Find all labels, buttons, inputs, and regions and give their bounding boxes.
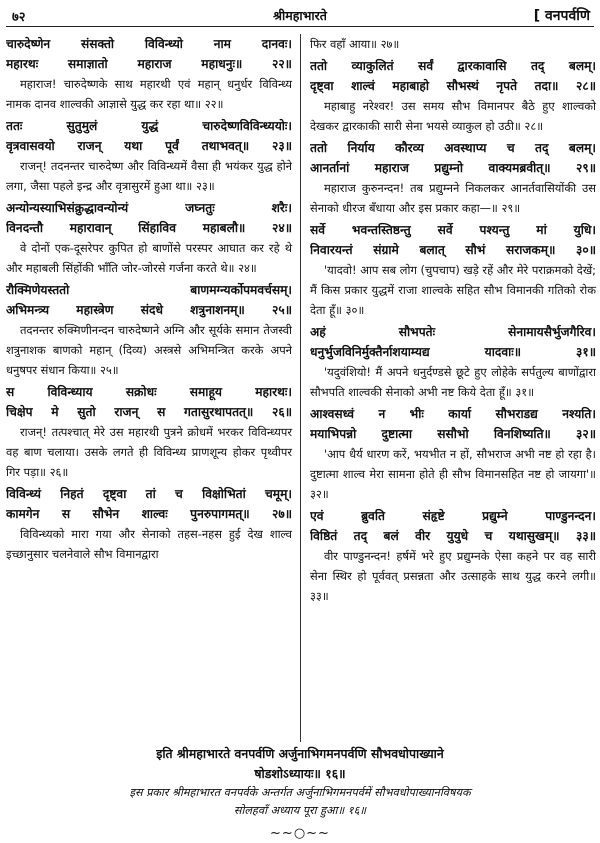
colophon-hindi-line: इस प्रकार श्रीमहाभारत वनपर्वके अन्तर्गत अर्जुनाभिगमनपर्वमें सौभवधोपाख्यानविषयक [129, 786, 471, 799]
verse-line: मयाभिपन्नो दुष्टात्मा ससौभो विनशिष्यति॥ ३२॥ [310, 427, 596, 441]
left-column [6, 34, 292, 566]
chapter-colophon [20, 744, 580, 820]
verse-line: चिक्षेप मे सुतो राजन् स गतासुरथापतत्॥ २६॥ [6, 405, 292, 419]
verse-line: विनदन्तौ महारावान् सिंहाविव महाबलौ॥ २४॥ [6, 221, 292, 235]
right-column [310, 34, 596, 608]
verse-line: स विविन्ध्याय सक्रोधः समाहूय महारथः। [6, 385, 292, 399]
translation-paragraph: 'आप धैर्य धारण करें, भयभीत न हों, सौभराज अभी नष्ट हो रहा है। दुष्टात्मा शाल्व मेरा सामना होते ही सौभ विमानसहित नष्ट हो जायगा'॥ ३२॥ [310, 447, 596, 501]
section-title: [ वनपर्वणि [533, 8, 590, 24]
translation-paragraph: महाबाहु नरेश्वर! उस समय सौभ विमानपर बैठे हुए शाल्वको देखकर द्वारकाकी सारी सेना भयसे व्याकुल हो उठी॥ २८॥ [310, 99, 596, 133]
verse-line: धनुर्भुजविनिर्मुक्तैर्नाशयाम्यद्य यादवाः॥ ३१॥ [310, 345, 596, 359]
verse-line: चारुदेष्णेन संसक्तो विविन्ध्यो नाम दानवः। [6, 37, 292, 51]
header-rule [6, 26, 594, 27]
translation-paragraph: राजन्! तदनन्तर चारुदेष्ण और विविन्ध्यमें वैसा ही भयंकर युद्ध होने लगा, जैसा पहले इन्द्र और वृत्रासुरमें हुआ था॥ २३॥ [6, 159, 292, 193]
translation-paragraph: महाराज कुरुनन्दन! तब प्रद्युम्नने निकलकर आनर्तवासियोंकी उस सेनाको धीरज बँधाया और इस प्रकार कहा—॥ २९॥ [310, 181, 596, 215]
translation-paragraph: वीर पाण्डुनन्दन! हर्षमें भरे हुए प्रद्युम्नके ऐसा कहने पर वह सारी सेना स्थिर हो पूर्ववत् प्रसन्नता और उत्साहके साथ युद्ध करने लगी॥ ३३॥ [310, 549, 596, 603]
verse-line: सर्वे भवन्तस्तिष्ठन्तु सर्वे पश्यन्तु मां युधि। [310, 223, 596, 237]
page-header [6, 4, 594, 26]
column-divider [300, 34, 301, 742]
colophon-sanskrit-line: इति श्रीमहाभारते वनपर्वणि अर्जुनाभिगमनपर्वणि सौभवधोपाख्याने [156, 746, 444, 761]
verse-line: ततो व्याकुलितं सर्वं द्वारकावासि तद् बलम्। [310, 59, 596, 73]
verse-line: आश्वसध्वं न भीः कार्या सौभराडद्य नश्यति। [310, 407, 596, 421]
translation-paragraph: महाराज! चारुदेष्णके साथ महारथी एवं महान् धनुर्धर विविन्ध्य नामक दानव शाल्वकी आज्ञासे युद्ध कर रहा था॥ २२॥ [6, 77, 292, 111]
verse-line: रौक्मिणेयस्ततो बाणमग्न्यर्कोपमवर्चसम्। [6, 283, 292, 297]
verse-line: अहं सौभपतेः सेनामायसैर्भुजगैरिव। [310, 325, 596, 339]
verse-line: दृष्ट्वा शाल्वं महाबाहो सौभस्थं नृपते तदा॥ २८॥ [310, 79, 596, 93]
translation-paragraph: विविन्ध्यको मारा गया और सेनाको तहस-नहस हुई देख शाल्व इच्छानुसार चलनेवाले सौभ विमानद्वारा [6, 527, 292, 561]
translation-paragraph: फिर वहाँ आया॥ २७॥ [310, 37, 400, 51]
end-ornament: ~~○~~ [270, 826, 330, 841]
colophon-hindi-end: सोलहवाँ अध्याय पूरा हुआ॥ १६॥ [233, 804, 367, 817]
verse-line: अभिमन्त्र्य महास्त्रेण संदधे शत्रुनाशनम्॥ २५॥ [6, 303, 292, 317]
verse-line: विविन्ध्यं निहतं दृष्ट्वा तां च विक्षोभितां चमूम्। [6, 487, 292, 501]
translation-paragraph: वे दोनों एक-दूसरेपर कुपित हो बाणोंसे परस्पर आघात कर रहे थे और महाबली सिंहोंकी भाँति जोर-जोरसे गर्जना करते थे॥ २४॥ [6, 241, 292, 275]
verse-line: निवारयन्तं संग्रामे बलात् सौभं सराजकम्॥ ३०॥ [310, 243, 596, 257]
verse-line: आनर्तानां महाराज प्रद्युम्नो वाक्यमब्रवीत्॥ २९॥ [310, 161, 596, 175]
translation-paragraph: तदनन्तर रुक्मिणीनन्दन चारुदेष्णने अग्नि और सूर्यके समान तेजस्वी शत्रुनाशक बाणको महान् (दिव्य) अस्त्रसे अभिमन्त्रित करके अपने धनुषपर संधान किया॥ २५॥ [6, 323, 292, 377]
translation-paragraph: राजन्! तत्पश्चात् मेरे उस महारथी पुत्रने क्रोधमें भरकर विविन्ध्यपर वह बाण चलाया। उसके लगते ही विविन्ध्य प्राणशून्य होकर पृथ्वीपर गिर पड़ा॥ २६॥ [6, 425, 292, 479]
verse-line: ततो निर्याय कौरव्य अवस्थाप्य च तद् बलम्। [310, 141, 596, 155]
translation-paragraph: 'यादवो! आप सब लोग (चुपचाप) खड़े रहें और मेरे पराक्रमको देखें; मैं किस प्रकार युद्धमें राजा शाल्वके सहित सौभ विमानकी गतिको रोक देता हूँ॥ ३०॥ [310, 263, 596, 317]
verse-line: अन्योन्यस्याभिसंक्रुद्धावन्योन्यं जघ्नतुः शरैः। [6, 201, 292, 215]
running-title: श्रीमहाभारते [273, 8, 327, 23]
colophon-chapter-number: षोडशोऽध्यायः॥ १६॥ [254, 766, 346, 781]
verse-line: एवं ब्रुवति संहृष्टे प्रद्युम्ने पाण्डुनन्दन। [310, 509, 596, 523]
verse-line: कामगेन स सौभेन शाल्वः पुनरुपागमत्॥ २७॥ [6, 507, 292, 521]
verse-line: महारथः समाज्ञातो महाराज महाधनुः॥ २२॥ [6, 57, 292, 71]
verse-line: ततः सुतुमुलं युद्धं चारुदेष्णविविन्ध्ययोः। [6, 119, 292, 133]
translation-paragraph: 'यदुवंशियो! मैं अपने धनुर्दण्डसे छूटे हुए लोहेके सर्पतुल्य बाणोंद्वारा सौभपति शाल्वकी सेनाको अभी नष्ट किये देता हूँ॥ ३१॥ [310, 365, 596, 399]
verse-line: वृत्रवासवयो राजन् यथा पूर्वं तथाभवत्॥ २३॥ [6, 139, 292, 153]
verse-line: विष्ठितं तद् बलं वीर युयुधे च यथासुखम्॥ ३३॥ [310, 529, 596, 543]
page-number: ७२ [12, 10, 26, 25]
